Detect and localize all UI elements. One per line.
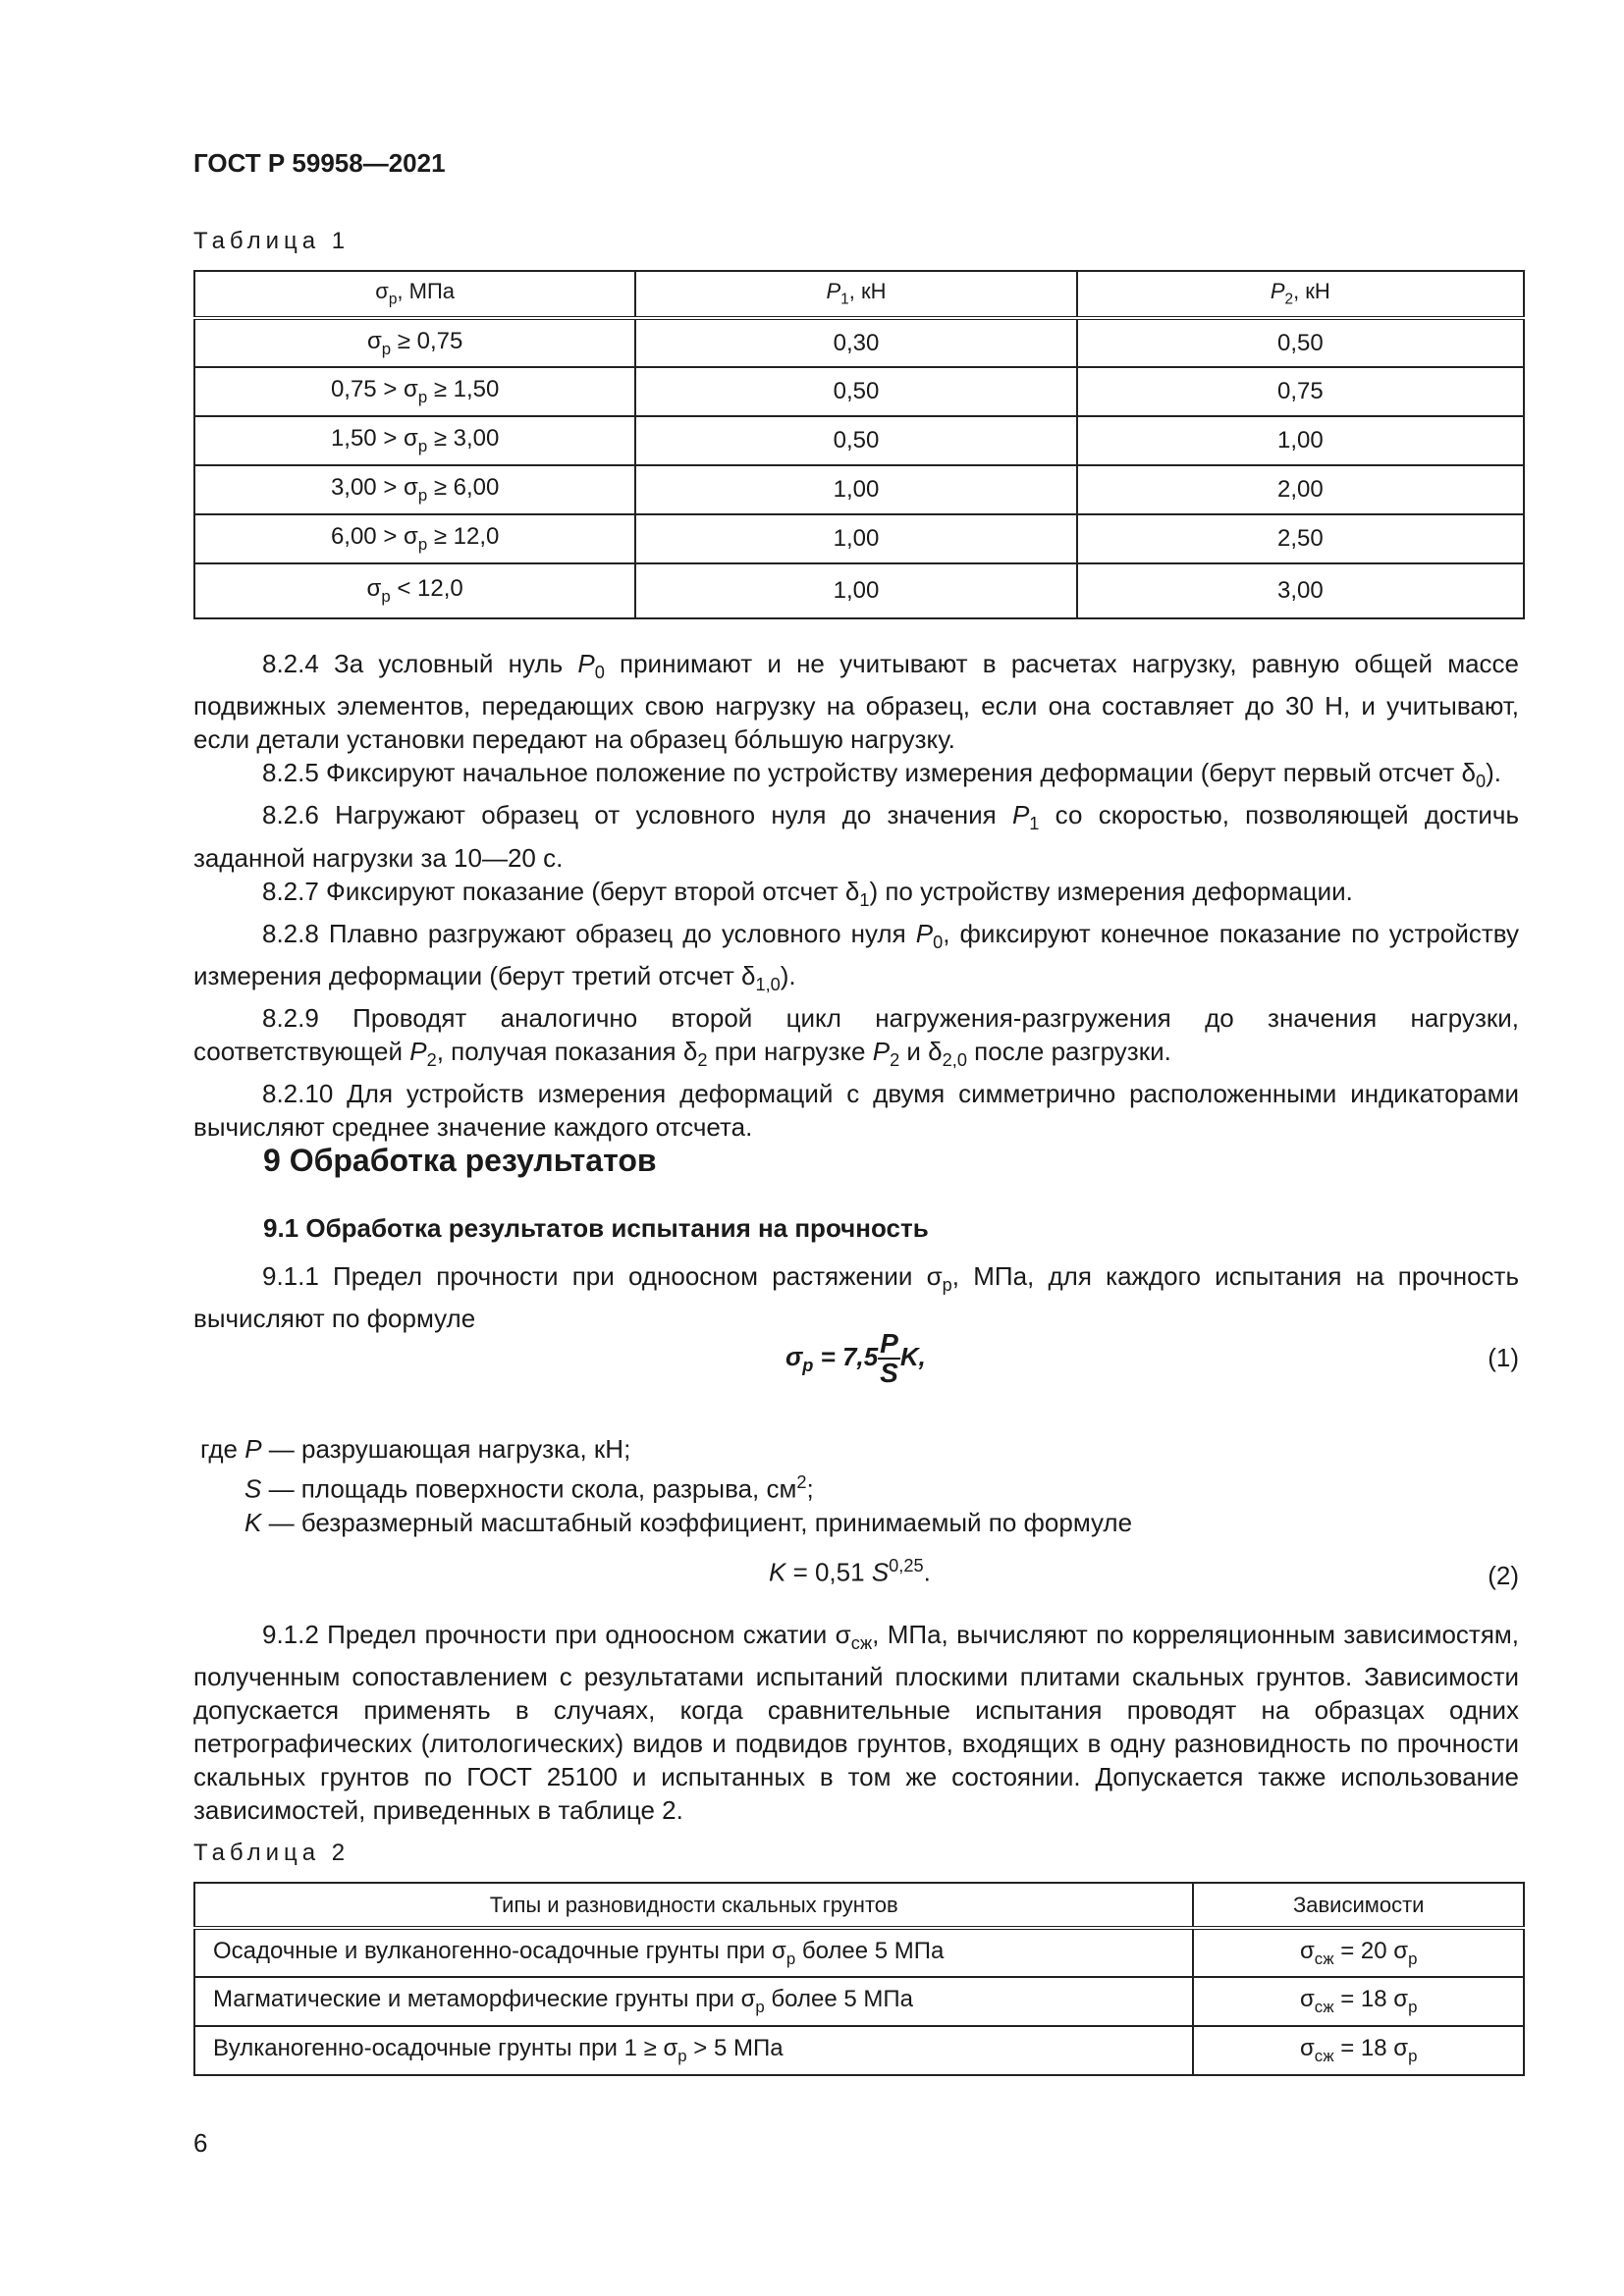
- paragraph-9-1-1: 9.1.1 Предел прочности при одноосном растяжении $\sigma_р$, МПа, для каждого испытания на прочность вычисляют по формуле: [193, 1261, 1519, 1334]
- where-item-p: где P — разрушающая нагрузка, кН;: [200, 1434, 631, 1464]
- table-cell: 0,50: [1077, 318, 1524, 367]
- paragraph-8-2-9: 8.2.9 Проводят аналогично второй цикл нагружения-разгружения до значения нагрузки, соответствующей $P_2$, получая показания $\delta_2$ при нагрузке $P_2$ и $\delta_{2,0}$ после разгрузки.: [193, 1003, 1519, 1071]
- where-list: [200, 1432, 1132, 1539]
- table-row: [194, 318, 1524, 367]
- table-cell: $\sigma_р \ge 0,75$: [194, 318, 635, 367]
- table-cell: $1,50 > \sigma_р \ge 3,00$: [194, 416, 635, 465]
- table-row: [194, 1977, 1524, 2026]
- table-cell: Вулканогенно-осадочные грунты при $1 \ge \sigma_р > 5$ МПа: [194, 2026, 1193, 2075]
- formula-2-number: (2): [1488, 1561, 1519, 1590]
- paragraph-8-2-8: 8.2.8 Плавно разгружают образец до условного нуля $P_0$, фиксируют конечное показание по устройству измерения деформации (берут третий отсчет $\delta_{1,0}$).: [193, 918, 1519, 995]
- table-row: [194, 416, 1524, 465]
- table-cell: 1,00: [635, 465, 1076, 514]
- table-cell: 1,00: [635, 514, 1076, 563]
- table1-header-p2: $P_2$, кН: [1077, 271, 1524, 318]
- section-8-2-text: [193, 647, 1519, 1144]
- document-header: ГОСТ Р 59958—2021: [193, 148, 446, 178]
- table-cell: $\sigma_{сж} = 20$ $\sigma_р$: [1193, 1928, 1524, 1977]
- table-row: [194, 1928, 1524, 1977]
- table-cell: $\sigma_{сж} = 18$ $\sigma_р$: [1193, 1977, 1524, 2026]
- table-row: [194, 465, 1524, 514]
- table-cell: $6,00 > \sigma_р \ge 12,0$: [194, 514, 635, 563]
- table2: [193, 1882, 1525, 2076]
- paragraph-8-2-10: 8.2.10 Для устройств измерения деформаций с двумя симметрично расположенными индикаторами вычисляют среднее значение каждого отсчета.: [193, 1079, 1519, 1143]
- where-item-k: K — безразмерный масштабный коэффициент, принимаемый по формуле: [244, 1507, 1133, 1537]
- table-cell: 2,00: [1077, 465, 1524, 514]
- table1-caption: Таблица 1: [193, 228, 351, 254]
- table-cell: 2,50: [1077, 514, 1524, 563]
- section-9-1-heading: 9.1 Обработка результатов испытания на прочность: [263, 1213, 929, 1243]
- table-row: [194, 367, 1524, 416]
- table2-caption: Таблица 2: [193, 1840, 351, 1866]
- table-cell: $\sigma_{сж} = 18$ $\sigma_р$: [1193, 2026, 1524, 2075]
- table1-header-p1: $P_1$, кН: [635, 271, 1076, 318]
- table-cell: $0,75 > \sigma_р \ge 1,50$: [194, 367, 635, 416]
- table-row: [194, 514, 1524, 563]
- paragraph-8-2-5: 8.2.5 Фиксируют начальное положение по устройству измерения деформации (берут первый отсчет $\delta_0$).: [262, 758, 1502, 792]
- table1-header-sigma: $\sigma_р$, МПа: [194, 271, 635, 318]
- table-cell: $3,00 > \sigma_р \ge 6,00$: [194, 465, 635, 514]
- table2-header-dependencies: Зависимости: [1193, 1883, 1524, 1928]
- paragraph-9-1-2: 9.1.2 Предел прочности при одноосном сжатии $\sigma_{сж}$, МПа, вычисляют по корреляционным зависимостям, полученным сопоставлением с результатами испытаний плоскими плитами скальных грунтов. Зависимости допускается применять в случаях, когда сравнительные испытания проводят на образцах одних петрографических (литологических) видов и подвидов грунтов, входящих в одну разновидность по прочности скальных грунтов по ГОСТ 25100 и испытанных в том же состоянии. Допускается также использование зависимостей, приведенных в таблице 2.: [193, 1620, 1519, 1826]
- section-9-heading: 9 Обработка результатов: [263, 1143, 657, 1178]
- paragraph-8-2-7: 8.2.7 Фиксируют показание (берут второй отсчет $\delta_1$) по устройству измерения деформации.: [262, 876, 1353, 910]
- table-cell: 3,00: [1077, 563, 1524, 618]
- table-row: [194, 2026, 1524, 2075]
- table-cell: Магматические и метаморфические грунты при $\sigma_р$ более 5 МПа: [194, 1977, 1193, 2026]
- table1: [193, 270, 1525, 619]
- formula-1: $\sigma_р = 7,5$ $\frac{P}{S}$ K,: [785, 1328, 926, 1388]
- table-cell: $\sigma_р < 12,0$: [194, 563, 635, 618]
- paragraph-8-2-4: 8.2.4 За условный нуль $P_0$ принимают и не учитывают в расчетах нагрузку, равную общей массе подвижных элементов, передающих свою нагрузку на образец, если она составляет до 30 Н, и учитывают, если детали установки передают на образец бóльшую нагрузку.: [193, 649, 1519, 755]
- table2-header-row: [194, 1883, 1524, 1928]
- formula-2: K = 0,51 S$^{0,25}$.: [769, 1556, 931, 1587]
- formula-1-number: (1): [1488, 1343, 1519, 1372]
- table-cell: 1,00: [635, 563, 1076, 618]
- where-item-s: S — площадь поверхности скола, разрыва, $см^2$;: [244, 1472, 814, 1504]
- table-row: [194, 563, 1524, 618]
- table-cell: 1,00: [1077, 416, 1524, 465]
- formula-1-fraction: $\frac{P}{S}$: [880, 1328, 898, 1388]
- table-cell: Осадочные и вулканогенно-осадочные грунты при $\sigma_р$ более 5 МПа: [194, 1928, 1193, 1977]
- table1-header-row: [194, 271, 1524, 318]
- table-cell: 0,30: [635, 318, 1076, 367]
- table-cell: 0,75: [1077, 367, 1524, 416]
- table-cell: 0,50: [635, 367, 1076, 416]
- paragraph-8-2-6: 8.2.6 Нагружают образец от условного нуля до значения $P_1$ со скоростью, позволяющей достичь заданной нагрузки за 10—20 с.: [193, 800, 1519, 873]
- table2-header-types: Типы и разновидности скальных грунтов: [194, 1883, 1193, 1928]
- page-number: 6: [193, 2128, 208, 2158]
- table-cell: 0,50: [635, 416, 1076, 465]
